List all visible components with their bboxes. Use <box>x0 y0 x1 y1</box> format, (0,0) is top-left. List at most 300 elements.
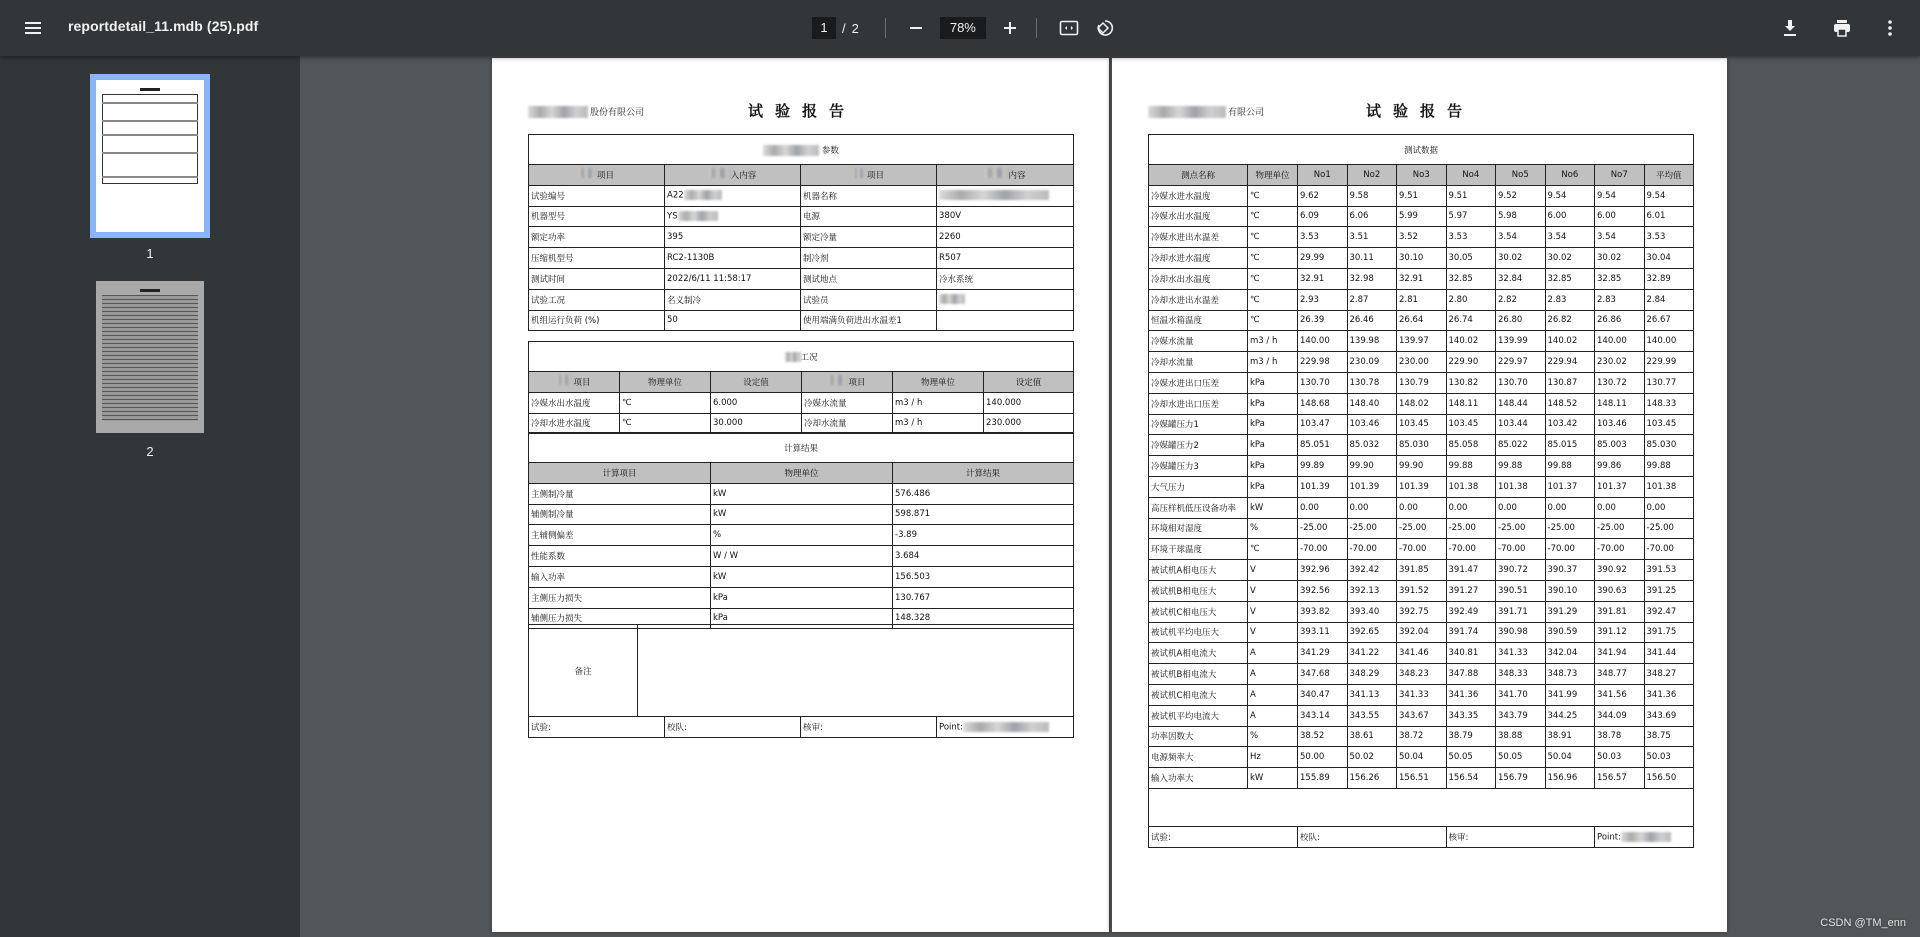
column-header: 内容 <box>937 165 1074 186</box>
company-name: 股份有限公司 <box>528 105 644 118</box>
value-cell: 103.45 <box>1644 414 1694 435</box>
value-cell: 0.00 <box>1397 497 1447 518</box>
value-cell: 85.015 <box>1545 435 1595 456</box>
value-cell: 26.80 <box>1496 310 1546 331</box>
unit-cell: ℃ <box>1248 268 1298 289</box>
table-row <box>1149 622 1694 643</box>
value-cell: 140.02 <box>1446 331 1496 352</box>
table-row <box>1149 518 1694 539</box>
value-cell: 130.87 <box>1545 372 1595 393</box>
table-row: 机器型号 YS 电源 380V <box>529 206 1074 227</box>
print-icon <box>1833 19 1851 37</box>
value-cell: 156.57 <box>1595 768 1645 789</box>
value-cell: 3.51 <box>1347 227 1397 248</box>
column-header: 测点名称 <box>1149 165 1248 186</box>
table-row <box>1149 268 1694 289</box>
value-cell: -70.00 <box>1446 539 1496 560</box>
zoom-level-input[interactable]: 78% <box>940 17 986 39</box>
value-cell: 229.97 <box>1496 352 1546 373</box>
value-cell: 229.99 <box>1644 352 1694 373</box>
value-cell: 391.75 <box>1644 622 1694 643</box>
value-cell: 26.39 <box>1298 310 1348 331</box>
unit-cell: kPa <box>1248 393 1298 414</box>
measurement-name: 被试机A相电流大 <box>1149 643 1248 664</box>
unit-cell: V <box>1248 580 1298 601</box>
table-row <box>1149 601 1694 622</box>
zoom-in-button[interactable] <box>996 14 1024 42</box>
print-button[interactable] <box>1828 14 1856 42</box>
measurement-name: 高压样机低压设备功率 <box>1149 497 1248 518</box>
table-row: 输入功率 kW 156.503 <box>529 566 1074 587</box>
value-cell: 2.84 <box>1644 289 1694 310</box>
value-cell: 32.85 <box>1545 268 1595 289</box>
value-cell: 2.82 <box>1496 289 1546 310</box>
table-row <box>1149 456 1694 477</box>
value-cell: 348.77 <box>1595 664 1645 685</box>
value-cell: 38.75 <box>1644 726 1694 747</box>
section-title-params: 参数 <box>529 135 1074 165</box>
value-cell: 390.59 <box>1545 622 1595 643</box>
column-header: 入内容 <box>665 165 801 186</box>
value-cell: 38.79 <box>1446 726 1496 747</box>
value-cell: 101.38 <box>1644 476 1694 497</box>
value-cell: 85.051 <box>1298 435 1348 456</box>
value-cell: 101.38 <box>1446 476 1496 497</box>
value-cell: 26.74 <box>1446 310 1496 331</box>
column-header: No2 <box>1347 165 1397 186</box>
value-cell: 2.83 <box>1545 289 1595 310</box>
measurement-name: 被试机平均电压大 <box>1149 622 1248 643</box>
measurement-name: 功率因数大 <box>1149 726 1248 747</box>
table-row <box>1149 684 1694 705</box>
value-cell: 99.90 <box>1347 456 1397 477</box>
table-row: 机组运行负荷 (%) 50 使用端满负荷进出水温差1 <box>529 310 1074 331</box>
value-cell: 50.00 <box>1298 747 1348 768</box>
value-cell: 348.29 <box>1347 664 1397 685</box>
signature-review: 核审: <box>1446 826 1595 847</box>
table-row <box>1149 476 1694 497</box>
value-cell: 391.74 <box>1446 622 1496 643</box>
value-cell: 341.94 <box>1595 643 1645 664</box>
table-row: 辅侧压力损失 kPa 148.328 <box>529 608 1074 629</box>
table-row: 主辅侧偏差 % -3.89 <box>529 525 1074 546</box>
report-table-page1 <box>528 134 1074 331</box>
measurement-name: 环境干球温度 <box>1149 539 1248 560</box>
blank-row <box>1149 788 1694 826</box>
download-icon <box>1782 19 1798 37</box>
report-title: 试验报告 <box>1366 102 1475 120</box>
table-row: 主侧压力损失 kPa 130.767 <box>529 587 1074 608</box>
column-header: No6 <box>1545 165 1595 186</box>
value-cell: 341.56 <box>1595 684 1645 705</box>
value-cell: 50.02 <box>1347 747 1397 768</box>
value-cell: -25.00 <box>1298 518 1348 539</box>
minus-icon <box>909 21 923 35</box>
value-cell: 103.46 <box>1347 414 1397 435</box>
value-cell: 85.003 <box>1595 435 1645 456</box>
value-cell: 341.36 <box>1446 684 1496 705</box>
value-cell: 341.22 <box>1347 643 1397 664</box>
value-cell: 139.99 <box>1496 331 1546 352</box>
value-cell: 390.37 <box>1545 560 1595 581</box>
value-cell: 391.27 <box>1446 580 1496 601</box>
value-cell: -70.00 <box>1595 539 1645 560</box>
table-row <box>1149 372 1694 393</box>
unit-cell: ℃ <box>1248 539 1298 560</box>
measurement-name: 冷却水流量 <box>1149 352 1248 373</box>
table-row: 辅侧制冷量 kW 598.871 <box>529 504 1074 525</box>
value-cell: 340.81 <box>1446 643 1496 664</box>
value-cell: 347.88 <box>1446 664 1496 685</box>
value-cell: 391.12 <box>1595 622 1645 643</box>
menu-icon[interactable] <box>22 16 46 40</box>
unit-cell: A <box>1248 684 1298 705</box>
value-cell: 347.68 <box>1298 664 1348 685</box>
value-cell: 341.13 <box>1347 684 1397 705</box>
value-cell: 6.00 <box>1545 206 1595 227</box>
value-cell: 2.81 <box>1397 289 1447 310</box>
value-cell: 6.01 <box>1644 206 1694 227</box>
value-cell: 26.64 <box>1397 310 1447 331</box>
value-cell: 391.85 <box>1397 560 1447 581</box>
unit-cell: kPa <box>1248 435 1298 456</box>
measurement-name: 恒温水箱温度 <box>1149 310 1248 331</box>
unit-cell: A <box>1248 664 1298 685</box>
table-row <box>1149 560 1694 581</box>
column-header: 物理单位 <box>711 463 893 484</box>
value-cell: 148.44 <box>1496 393 1546 414</box>
value-cell: 99.90 <box>1397 456 1447 477</box>
value-cell: 390.98 <box>1496 622 1546 643</box>
value-cell: 130.79 <box>1397 372 1447 393</box>
value-cell: 5.98 <box>1496 206 1546 227</box>
value-cell: 390.10 <box>1545 580 1595 601</box>
value-cell: 32.84 <box>1496 268 1546 289</box>
measurement-name: 冷媒水进出水温差 <box>1149 227 1248 248</box>
value-cell: 341.44 <box>1644 643 1694 664</box>
column-header: No3 <box>1397 165 1447 186</box>
value-cell: 139.98 <box>1347 331 1397 352</box>
value-cell: 2.83 <box>1595 289 1645 310</box>
value-cell: 148.02 <box>1397 393 1447 414</box>
value-cell: 3.52 <box>1397 227 1447 248</box>
value-cell: 101.37 <box>1545 476 1595 497</box>
value-cell: 229.90 <box>1446 352 1496 373</box>
fit-to-page-button[interactable] <box>1055 14 1083 42</box>
value-cell: 85.030 <box>1644 435 1694 456</box>
value-cell: 2.87 <box>1347 289 1397 310</box>
measurement-name: 冷却水进出口压差 <box>1149 393 1248 414</box>
value-cell: 2.93 <box>1298 289 1348 310</box>
table-row <box>1149 310 1694 331</box>
table-row <box>1149 768 1694 789</box>
table-row <box>1149 497 1694 518</box>
measurement-name: 电源频率大 <box>1149 747 1248 768</box>
value-cell: 393.40 <box>1347 601 1397 622</box>
table-row <box>1149 352 1694 373</box>
value-cell: -25.00 <box>1446 518 1496 539</box>
value-cell: 343.67 <box>1397 705 1447 726</box>
unit-cell: ℃ <box>1248 206 1298 227</box>
value-cell: 9.54 <box>1644 185 1694 206</box>
value-cell: 9.51 <box>1397 185 1447 206</box>
page-thumbnail-1[interactable] <box>90 74 210 238</box>
value-cell: 140.00 <box>1595 331 1645 352</box>
value-cell: 391.29 <box>1545 601 1595 622</box>
measurement-name: 冷媒罐压力2 <box>1149 435 1248 456</box>
value-cell: 130.78 <box>1347 372 1397 393</box>
value-cell: 30.02 <box>1595 248 1645 269</box>
unit-cell: V <box>1248 622 1298 643</box>
value-cell: 99.88 <box>1496 456 1546 477</box>
table-row: 试验编号 A22 机器名称 <box>529 185 1074 206</box>
signature-proof: 校队: <box>1298 826 1447 847</box>
signature-row: 试验: 校队: 核审: Point: <box>529 717 1074 738</box>
value-cell: -70.00 <box>1496 539 1546 560</box>
column-header: 物理单位 <box>620 372 711 393</box>
value-cell: -25.00 <box>1397 518 1447 539</box>
pdf-page-1 <box>492 58 1109 932</box>
value-cell: 30.02 <box>1496 248 1546 269</box>
value-cell: 156.96 <box>1545 768 1595 789</box>
value-cell: 26.67 <box>1644 310 1694 331</box>
value-cell: 50.04 <box>1545 747 1595 768</box>
value-cell: 3.54 <box>1545 227 1595 248</box>
value-cell: 392.49 <box>1446 601 1496 622</box>
value-cell: 341.33 <box>1496 643 1546 664</box>
value-cell: 343.55 <box>1347 705 1397 726</box>
table-row: 主侧制冷量 kW 576.486 <box>529 483 1074 504</box>
value-cell: 101.39 <box>1397 476 1447 497</box>
unit-cell: ℃ <box>1248 227 1298 248</box>
section-title-conditions: 工况 <box>529 342 1074 372</box>
unit-cell: Hz <box>1248 747 1298 768</box>
measurement-name: 被试机B相电压大 <box>1149 580 1248 601</box>
value-cell: 393.82 <box>1298 601 1348 622</box>
measurement-name: 冷媒水出水温度 <box>1149 206 1248 227</box>
toolbar-divider <box>1036 18 1037 38</box>
value-cell: 130.70 <box>1496 372 1546 393</box>
table-row <box>1149 580 1694 601</box>
unit-cell: V <box>1248 601 1298 622</box>
value-cell: 9.51 <box>1446 185 1496 206</box>
conditions-table <box>528 341 1074 434</box>
value-cell: 38.88 <box>1496 726 1546 747</box>
value-cell: 26.46 <box>1347 310 1397 331</box>
column-header: 设定值 <box>984 372 1074 393</box>
column-header: 物理单位 <box>893 372 984 393</box>
value-cell: 341.29 <box>1298 643 1348 664</box>
value-cell: 148.68 <box>1298 393 1348 414</box>
value-cell: 3.53 <box>1644 227 1694 248</box>
more-options-button[interactable] <box>1876 14 1904 42</box>
value-cell: 6.09 <box>1298 206 1348 227</box>
value-cell: 343.69 <box>1644 705 1694 726</box>
document-viewer[interactable] <box>300 56 1920 937</box>
value-cell: 392.47 <box>1644 601 1694 622</box>
value-cell: -25.00 <box>1347 518 1397 539</box>
value-cell: 26.86 <box>1595 310 1645 331</box>
value-cell: 130.77 <box>1644 372 1694 393</box>
value-cell: 148.52 <box>1545 393 1595 414</box>
zoom-out-button[interactable] <box>902 14 930 42</box>
column-header: No5 <box>1496 165 1546 186</box>
table-row: 试验工况 名义制冷 试验员 <box>529 289 1074 310</box>
value-cell: 30.04 <box>1644 248 1694 269</box>
table-row <box>1149 435 1694 456</box>
value-cell: 101.38 <box>1496 476 1546 497</box>
page-zoom-controls <box>812 17 1119 39</box>
unit-cell: m3 / h <box>1248 352 1298 373</box>
value-cell: -25.00 <box>1644 518 1694 539</box>
value-cell: 348.23 <box>1397 664 1447 685</box>
value-cell: -70.00 <box>1545 539 1595 560</box>
value-cell: 341.33 <box>1397 684 1447 705</box>
value-cell: 391.52 <box>1397 580 1447 601</box>
column-header: 项目 <box>802 372 893 393</box>
value-cell: 38.52 <box>1298 726 1348 747</box>
value-cell: 38.72 <box>1397 726 1447 747</box>
rotate-button[interactable] <box>1091 14 1119 42</box>
value-cell: 229.94 <box>1545 352 1595 373</box>
value-cell: 390.63 <box>1595 580 1645 601</box>
unit-cell: ℃ <box>1248 289 1298 310</box>
measurement-name: 冷却水出水温度 <box>1149 268 1248 289</box>
value-cell: 103.46 <box>1595 414 1645 435</box>
value-cell: 38.61 <box>1347 726 1397 747</box>
page-separator: / <box>842 20 846 36</box>
thumbnail-preview <box>96 80 204 232</box>
value-cell: 30.11 <box>1347 248 1397 269</box>
value-cell: 6.00 <box>1595 206 1645 227</box>
value-cell: 103.45 <box>1397 414 1447 435</box>
table-row <box>1149 227 1694 248</box>
value-cell: 38.91 <box>1545 726 1595 747</box>
company-name: 有限公司 <box>1148 105 1264 118</box>
remarks-footer-table <box>528 624 1074 738</box>
value-cell: 392.75 <box>1397 601 1447 622</box>
table-row: 测试时间 2022/6/11 11:58:17 测试地点 冷水系统 <box>529 268 1074 289</box>
table-row <box>1149 643 1694 664</box>
table-row <box>1149 705 1694 726</box>
redacted-text <box>528 106 588 118</box>
value-cell: 85.032 <box>1347 435 1397 456</box>
value-cell: 3.53 <box>1446 227 1496 248</box>
value-cell: -25.00 <box>1496 518 1546 539</box>
unit-cell: kPa <box>1248 414 1298 435</box>
measurement-name: 冷媒水进出口压差 <box>1149 372 1248 393</box>
value-cell: 0.00 <box>1298 497 1348 518</box>
value-cell: 29.99 <box>1298 248 1348 269</box>
value-cell: 390.51 <box>1496 580 1546 601</box>
column-header: 设定值 <box>711 372 802 393</box>
toolbar-actions <box>1776 14 1904 42</box>
table-row <box>1149 331 1694 352</box>
value-cell: 101.39 <box>1347 476 1397 497</box>
value-cell: 99.88 <box>1446 456 1496 477</box>
value-cell: 99.89 <box>1298 456 1348 477</box>
value-cell: 392.13 <box>1347 580 1397 601</box>
value-cell: 230.02 <box>1595 352 1645 373</box>
column-header: 平均值 <box>1644 165 1694 186</box>
value-cell: 230.09 <box>1347 352 1397 373</box>
table-row <box>1149 206 1694 227</box>
value-cell: 103.45 <box>1446 414 1496 435</box>
value-cell: 148.40 <box>1347 393 1397 414</box>
measurement-name: 被试机平均电流大 <box>1149 705 1248 726</box>
value-cell: 340.47 <box>1298 684 1348 705</box>
section-title-test-data: 测试数据 <box>1149 135 1694 165</box>
measurement-name: 冷媒罐压力1 <box>1149 414 1248 435</box>
value-cell: 103.47 <box>1298 414 1348 435</box>
value-cell: 0.00 <box>1446 497 1496 518</box>
value-cell: 343.79 <box>1496 705 1546 726</box>
value-cell: 156.26 <box>1347 768 1397 789</box>
value-cell: 9.54 <box>1545 185 1595 206</box>
table-row <box>1149 289 1694 310</box>
unit-cell: V <box>1248 560 1298 581</box>
measurement-name: 被试机C相电流大 <box>1149 684 1248 705</box>
unit-cell: A <box>1248 643 1298 664</box>
measurement-name: 冷媒水进水温度 <box>1149 185 1248 206</box>
page-number-input[interactable]: 1 <box>812 17 836 39</box>
value-cell: 156.54 <box>1446 768 1496 789</box>
table-row <box>1149 248 1694 269</box>
value-cell: 139.97 <box>1397 331 1447 352</box>
value-cell: 343.14 <box>1298 705 1348 726</box>
value-cell: 101.37 <box>1595 476 1645 497</box>
value-cell: 0.00 <box>1496 497 1546 518</box>
value-cell: 343.35 <box>1446 705 1496 726</box>
value-cell: 50.03 <box>1644 747 1694 768</box>
value-cell: 341.36 <box>1644 684 1694 705</box>
table-row <box>1149 185 1694 206</box>
thumbnail-label: 2 <box>146 444 154 459</box>
table-row <box>1149 747 1694 768</box>
value-cell: 6.06 <box>1347 206 1397 227</box>
value-cell: 391.81 <box>1595 601 1645 622</box>
unit-cell: kPa <box>1248 476 1298 497</box>
value-cell: 156.51 <box>1397 768 1447 789</box>
value-cell: -70.00 <box>1298 539 1348 560</box>
unit-cell: kPa <box>1248 456 1298 477</box>
value-cell: 85.030 <box>1397 435 1447 456</box>
download-button[interactable] <box>1776 14 1804 42</box>
measurement-name: 环境相对湿度 <box>1149 518 1248 539</box>
value-cell: 392.04 <box>1397 622 1447 643</box>
unit-cell: ℃ <box>1248 248 1298 269</box>
value-cell: 0.00 <box>1595 497 1645 518</box>
page-thumbnail-2[interactable] <box>96 281 204 433</box>
column-header: No7 <box>1595 165 1645 186</box>
value-cell: 99.88 <box>1545 456 1595 477</box>
value-cell: 390.72 <box>1496 560 1546 581</box>
redacted-text <box>1148 106 1226 118</box>
value-cell: -25.00 <box>1545 518 1595 539</box>
rotate-icon <box>1095 18 1115 38</box>
value-cell: 140.02 <box>1545 331 1595 352</box>
fit-page-icon <box>1059 19 1079 37</box>
table-row <box>1149 414 1694 435</box>
measurement-name: 大气压力 <box>1149 476 1248 497</box>
value-cell: 130.70 <box>1298 372 1348 393</box>
value-cell: 32.85 <box>1446 268 1496 289</box>
signature-row <box>1149 826 1694 847</box>
value-cell: 130.82 <box>1446 372 1496 393</box>
value-cell: 85.022 <box>1496 435 1546 456</box>
value-cell: 230.00 <box>1397 352 1447 373</box>
calculation-table <box>528 432 1074 629</box>
